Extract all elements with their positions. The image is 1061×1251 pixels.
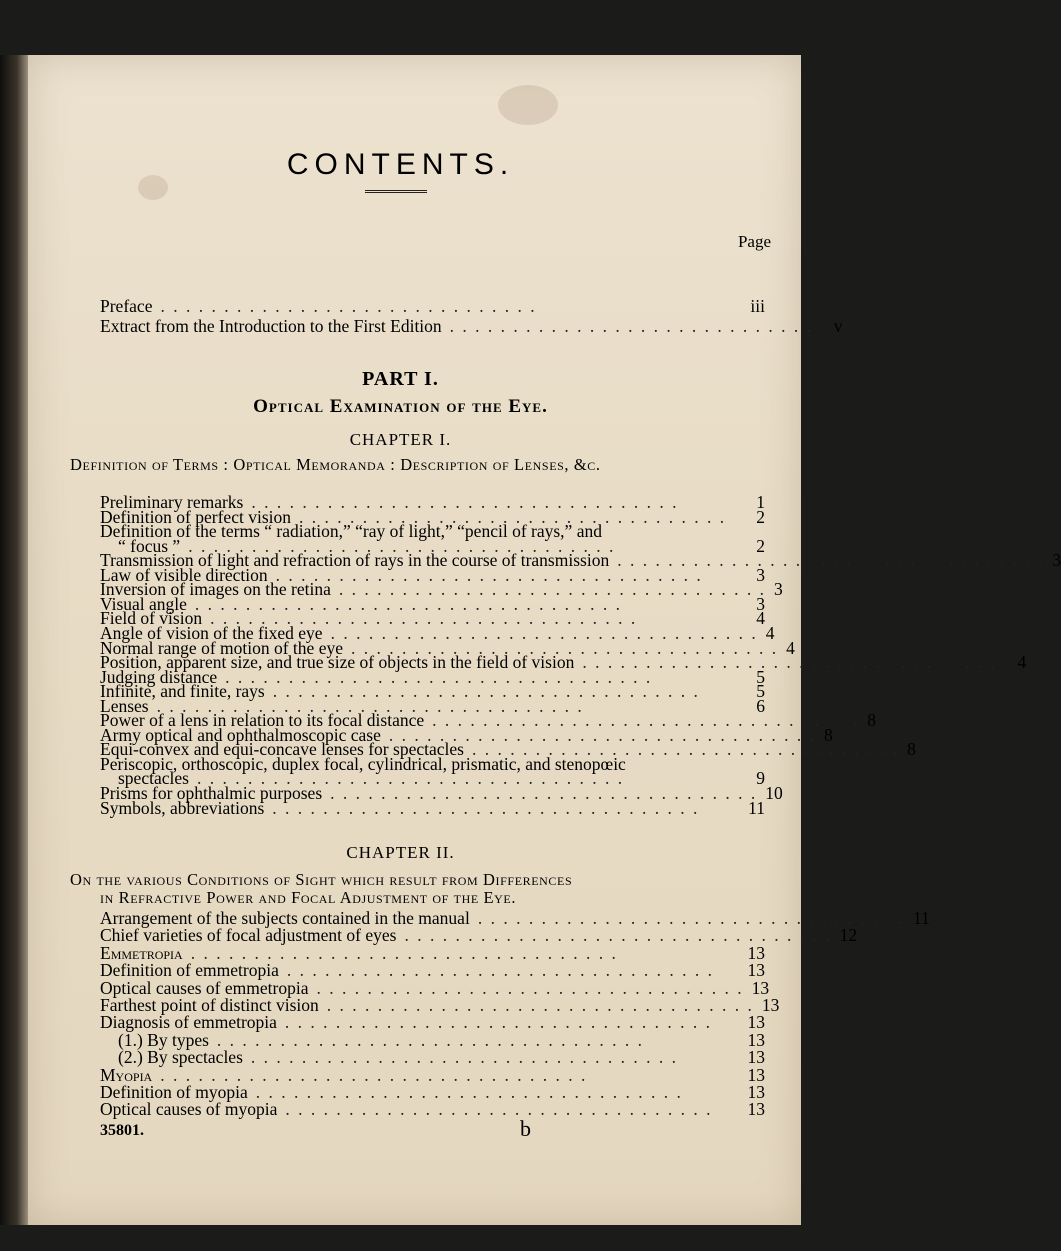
toc-entry-page: 13 (747, 1064, 765, 1085)
toc-entry-page: 9 (756, 768, 765, 789)
signature-letter: b (520, 1116, 531, 1141)
toc-entry-label: Symbols, abbreviations (100, 797, 265, 818)
toc-entry-label: Transmission of light and refraction of rays in the course of transmission (100, 550, 610, 571)
toc-entry: Visual angle . . . . . . . . . . . . . . . . . . . . . . . . . . . . . . . . . . 3 (100, 593, 765, 614)
toc-entry: Optical causes of emmetropia . . . . . . . . . . . . . . . . . . . . . . . . . . . . . . . . . . 13 (100, 977, 770, 998)
toc-entry: Symbols, abbreviations . . . . . . . . . . . . . . . . . . . . . . . . . . . . . . . . . . 11 (100, 797, 765, 818)
toc-entry-label: Visual angle (100, 593, 187, 614)
title-rule (365, 190, 427, 193)
toc-entry-page: 13 (747, 1029, 765, 1050)
page-column-heading: Page (737, 232, 771, 251)
toc-entry: Equi-convex and equi-concave lenses for spectacles . . . . . . . . . . . . . . . . . . . . . . . . . . . . . . . . . . 8 (100, 739, 916, 760)
toc-entry-page: 3 (1052, 550, 1061, 571)
toc-entry-page: 4 (1017, 652, 1027, 673)
toc-entry: Normal range of motion of the eye . . . . . . . . . . . . . . . . . . . . . . . . . . . . . . . . . . 4 (100, 637, 795, 658)
toc-entry-label: Infinite, and finite, rays (100, 681, 265, 702)
toc-entry-label: Definition of emmetropia (100, 960, 279, 981)
toc-entry-label: Emmetropia (100, 942, 183, 963)
toc-entry-label: spectacles (118, 768, 189, 789)
toc-entry-label: (1.) By types (118, 1029, 209, 1050)
toc-entry-page: 8 (907, 739, 916, 760)
toc-entry-page: 4 (786, 637, 795, 658)
toc-entry-page: 1 (756, 492, 765, 512)
toc-entry-page: 3 (756, 564, 765, 585)
toc-entry: Angle of vision of the fixed eye . . . . . . . . . . . . . . . . . . . . . . . . . . . . . . . . . . 4 (100, 622, 775, 643)
toc-entry-page: 13 (747, 1047, 765, 1068)
toc-entry-label: Chief varieties of focal adjustment of eyes (100, 925, 397, 946)
toc-entry-page: 13 (747, 1082, 765, 1102)
toc-entry-page: 3 (773, 579, 783, 600)
toc-entry-page: 13 (747, 960, 765, 981)
chapter-title: CHAPTER I. (349, 430, 452, 449)
toc-entry: Diagnosis of emmetropia . . . . . . . . . . . . . . . . . . . . . . . . . . . . . . . . . . 13 (100, 1012, 765, 1033)
toc-entry-page: 4 (765, 622, 775, 643)
part-title: PART I. (362, 368, 439, 390)
toc-entry-label: Definition of the terms “ radiation,” “ray of light,” “pencil of rays,” and (100, 521, 602, 542)
toc-entry-label: Position, apparent size, and true size of objects in the field of vision (100, 652, 575, 673)
toc-entry-page: 4 (756, 608, 765, 629)
toc-entry: Definition of myopia . . . . . . . . . . . . . . . . . . . . . . . . . . . . . . . . . . 13 (100, 1082, 765, 1102)
toc-entry: spectacles . . . . . . . . . . . . . . . . . . . . . . . . . . . . . . . . . . 9 (100, 768, 765, 788)
chapter-heading: On the various Conditions of Sight which result from Differences (70, 870, 573, 889)
toc-entry-page: 6 (756, 695, 765, 716)
toc-entry: “ focus ” . . . . . . . . . . . . . . . . . . . . . . . . . . . . . . . . . . 2 (100, 536, 765, 556)
toc-entry-page: 2 (756, 535, 765, 556)
toc-entry: Emmetropia . . . . . . . . . . . . . . . . . . . . . . . . . . . . . . . . . . 13 (100, 942, 765, 963)
signature-number: 35801. (100, 1122, 144, 1139)
page-title: CONTENTS. (286, 148, 515, 181)
toc-entry: Lenses . . . . . . . . . . . . . . . . . . . . . . . . . . . . . . . . . . 6 (100, 695, 765, 716)
toc-entry: (2.) By spectacles . . . . . . . . . . . . . . . . . . . . . . . . . . . . . . . . . . 13 (100, 1047, 765, 1067)
part-subtitle: Optical Examination of the Eye. (253, 396, 548, 417)
toc-entry: Power of a lens in relation to its focal distance . . . . . . . . . . . . . . . . . . . . . . . . . . . . . . . . . . 8 (100, 710, 877, 731)
toc-entry: Army optical and ophthalmoscopic case . . . . . . . . . . . . . . . . . . . . . . . . . . . . . . . . . . 8 (100, 724, 833, 745)
toc-entry-label: Definition of myopia (100, 1082, 248, 1102)
toc-entry-label: Army optical and ophthalmoscopic case (100, 724, 381, 745)
toc-entry: Myopia . . . . . . . . . . . . . . . . . . . . . . . . . . . . . . . . . . 13 (100, 1064, 765, 1085)
toc-entry: Law of visible direction . . . . . . . . . . . . . . . . . . . . . . . . . . . . . . . . . . 3 (100, 564, 765, 585)
toc-entry: Preliminary remarks . . . . . . . . . . . . . . . . . . . . . . . . . . . . . . . . . . 1 (100, 492, 765, 512)
toc-entry-page: 10 (765, 783, 783, 803)
toc-entry-page: 2 (756, 506, 765, 527)
toc-entry: Preface . . . . . . . . . . . . . . . . . . . . . . . . . . . . . . iii (100, 296, 765, 316)
toc-entry-page: 13 (747, 1099, 765, 1120)
toc-entry-page: 13 (751, 977, 770, 998)
toc-entry-label: “ focus ” (118, 535, 181, 556)
toc-entry-label: Preliminary remarks (100, 492, 244, 512)
toc-entry: Prisms for ophthalmic purposes . . . . . . . . . . . . . . . . . . . . . . . . . . . . . . . . . . 10 (100, 783, 783, 803)
toc-entry-label: Optical causes of emmetropia (100, 977, 309, 998)
toc-entry-label: Normal range of motion of the eye (100, 637, 343, 658)
toc-entry: Definition of perfect vision . . . . . . . . . . . . . . . . . . . . . . . . . . . . . . . . . . 2 (100, 506, 765, 527)
toc-entry-page: 8 (867, 710, 877, 731)
toc-entry: Definition of emmetropia . . . . . . . . . . . . . . . . . . . . . . . . . . . . . . . . . . 13 (100, 960, 765, 981)
toc-entry-label: Farthest point of distinct vision (100, 995, 319, 1015)
toc-entry-label: Definition of perfect vision (100, 506, 291, 527)
toc-entry-page: 8 (824, 724, 833, 745)
toc-entry-label: Equi-convex and equi-concave lenses for spectacles (100, 739, 464, 760)
toc-entry: Position, apparent size, and true size of objects in the field of vision . . . . . . . . . . . . . . . . . . . . . . . . . . . . . . . . . . 4 (100, 652, 1027, 673)
toc-entry: Optical causes of myopia . . . . . . . . . . . . . . . . . . . . . . . . . . . . . . . . . . 13 (100, 1099, 765, 1120)
toc-entry-label: Myopia (100, 1064, 153, 1085)
toc-entry-label: Inversion of images on the retina (100, 579, 331, 600)
toc-entry-label: Judging distance (100, 666, 218, 687)
chapter-heading: Definition of Terms : Optical Memoranda : Description of Lenses, &c. (70, 455, 601, 474)
toc-entry-page: 5 (756, 666, 765, 687)
toc-entry-page: 13 (761, 995, 780, 1015)
toc-entry: Judging distance . . . . . . . . . . . . . . . . . . . . . . . . . . . . . . . . . . 5 (100, 666, 765, 687)
toc-entry-page: 13 (747, 942, 765, 963)
toc-entry-label: Lenses (100, 695, 149, 716)
chapter-heading: in Refractive Power and Focal Adjustment of the Eye. (100, 888, 517, 907)
toc-entry: (1.) By types . . . . . . . . . . . . . . . . . . . . . . . . . . . . . . . . . . 13 (100, 1030, 765, 1050)
toc-entry-page: 5 (756, 681, 765, 702)
page-stain (498, 85, 558, 125)
toc-entry-label: Law of visible direction (100, 564, 268, 585)
toc-entry-label: (2.) By spectacles (118, 1047, 243, 1068)
toc-entry-label: Arrangement of the subjects contained in the manual (100, 908, 470, 928)
toc-entry: Extract from the Introduction to the First Edition . . . . . . . . . . . . . . . . . . . . . . . . . . . . . . v (100, 316, 843, 336)
toc-entry: Transmission of light and refraction of rays in the course of transmission . . . . . . . . . . . . . . . . . . . . . . . . . . . . . . . . . . 3 (100, 550, 1061, 571)
toc-entry-label: Periscopic, orthoscopic, duplex focal, cylindrical, prismatic, and stenopœic (100, 753, 626, 774)
toc-entry-page: 12 (839, 925, 858, 946)
toc-entry-label: Optical causes of myopia (100, 1099, 278, 1120)
toc-entry-label: Angle of vision of the fixed eye (100, 622, 323, 643)
toc-entry-page: 3 (756, 593, 765, 614)
toc-entry-label: Prisms for ophthalmic purposes (100, 783, 323, 803)
toc-entry: Inversion of images on the retina . . . . . . . . . . . . . . . . . . . . . . . . . . . . . . . . . . 3 (100, 579, 783, 600)
toc-entry: Infinite, and finite, rays . . . . . . . . . . . . . . . . . . . . . . . . . . . . . . . . . . 5 (100, 681, 765, 702)
toc-entry: Field of vision . . . . . . . . . . . . . . . . . . . . . . . . . . . . . . . . . . 4 (100, 608, 765, 629)
toc-entry-page: 11 (912, 908, 930, 928)
toc-entry-label: Diagnosis of emmetropia (100, 1012, 277, 1033)
toc-entry-page: 13 (747, 1012, 765, 1033)
toc-entry: Chief varieties of focal adjustment of eyes . . . . . . . . . . . . . . . . . . . . . . . . . . . . . . . . . . 12 (100, 925, 858, 946)
chapter-title: CHAPTER II. (346, 843, 455, 862)
toc-entry-label: Field of vision (100, 608, 203, 629)
toc-entry: Farthest point of distinct vision . . . . . . . . . . . . . . . . . . . . . . . . . . . . . . . . . . 13 (100, 995, 780, 1015)
toc-entry-label: Power of a lens in relation to its focal distance (100, 710, 425, 731)
toc-entry-page: 11 (748, 797, 765, 818)
toc-entry: Arrangement of the subjects contained in the manual . . . . . . . . . . . . . . . . . . . . . . . . . . . . . . . . . . 11 (100, 908, 930, 928)
